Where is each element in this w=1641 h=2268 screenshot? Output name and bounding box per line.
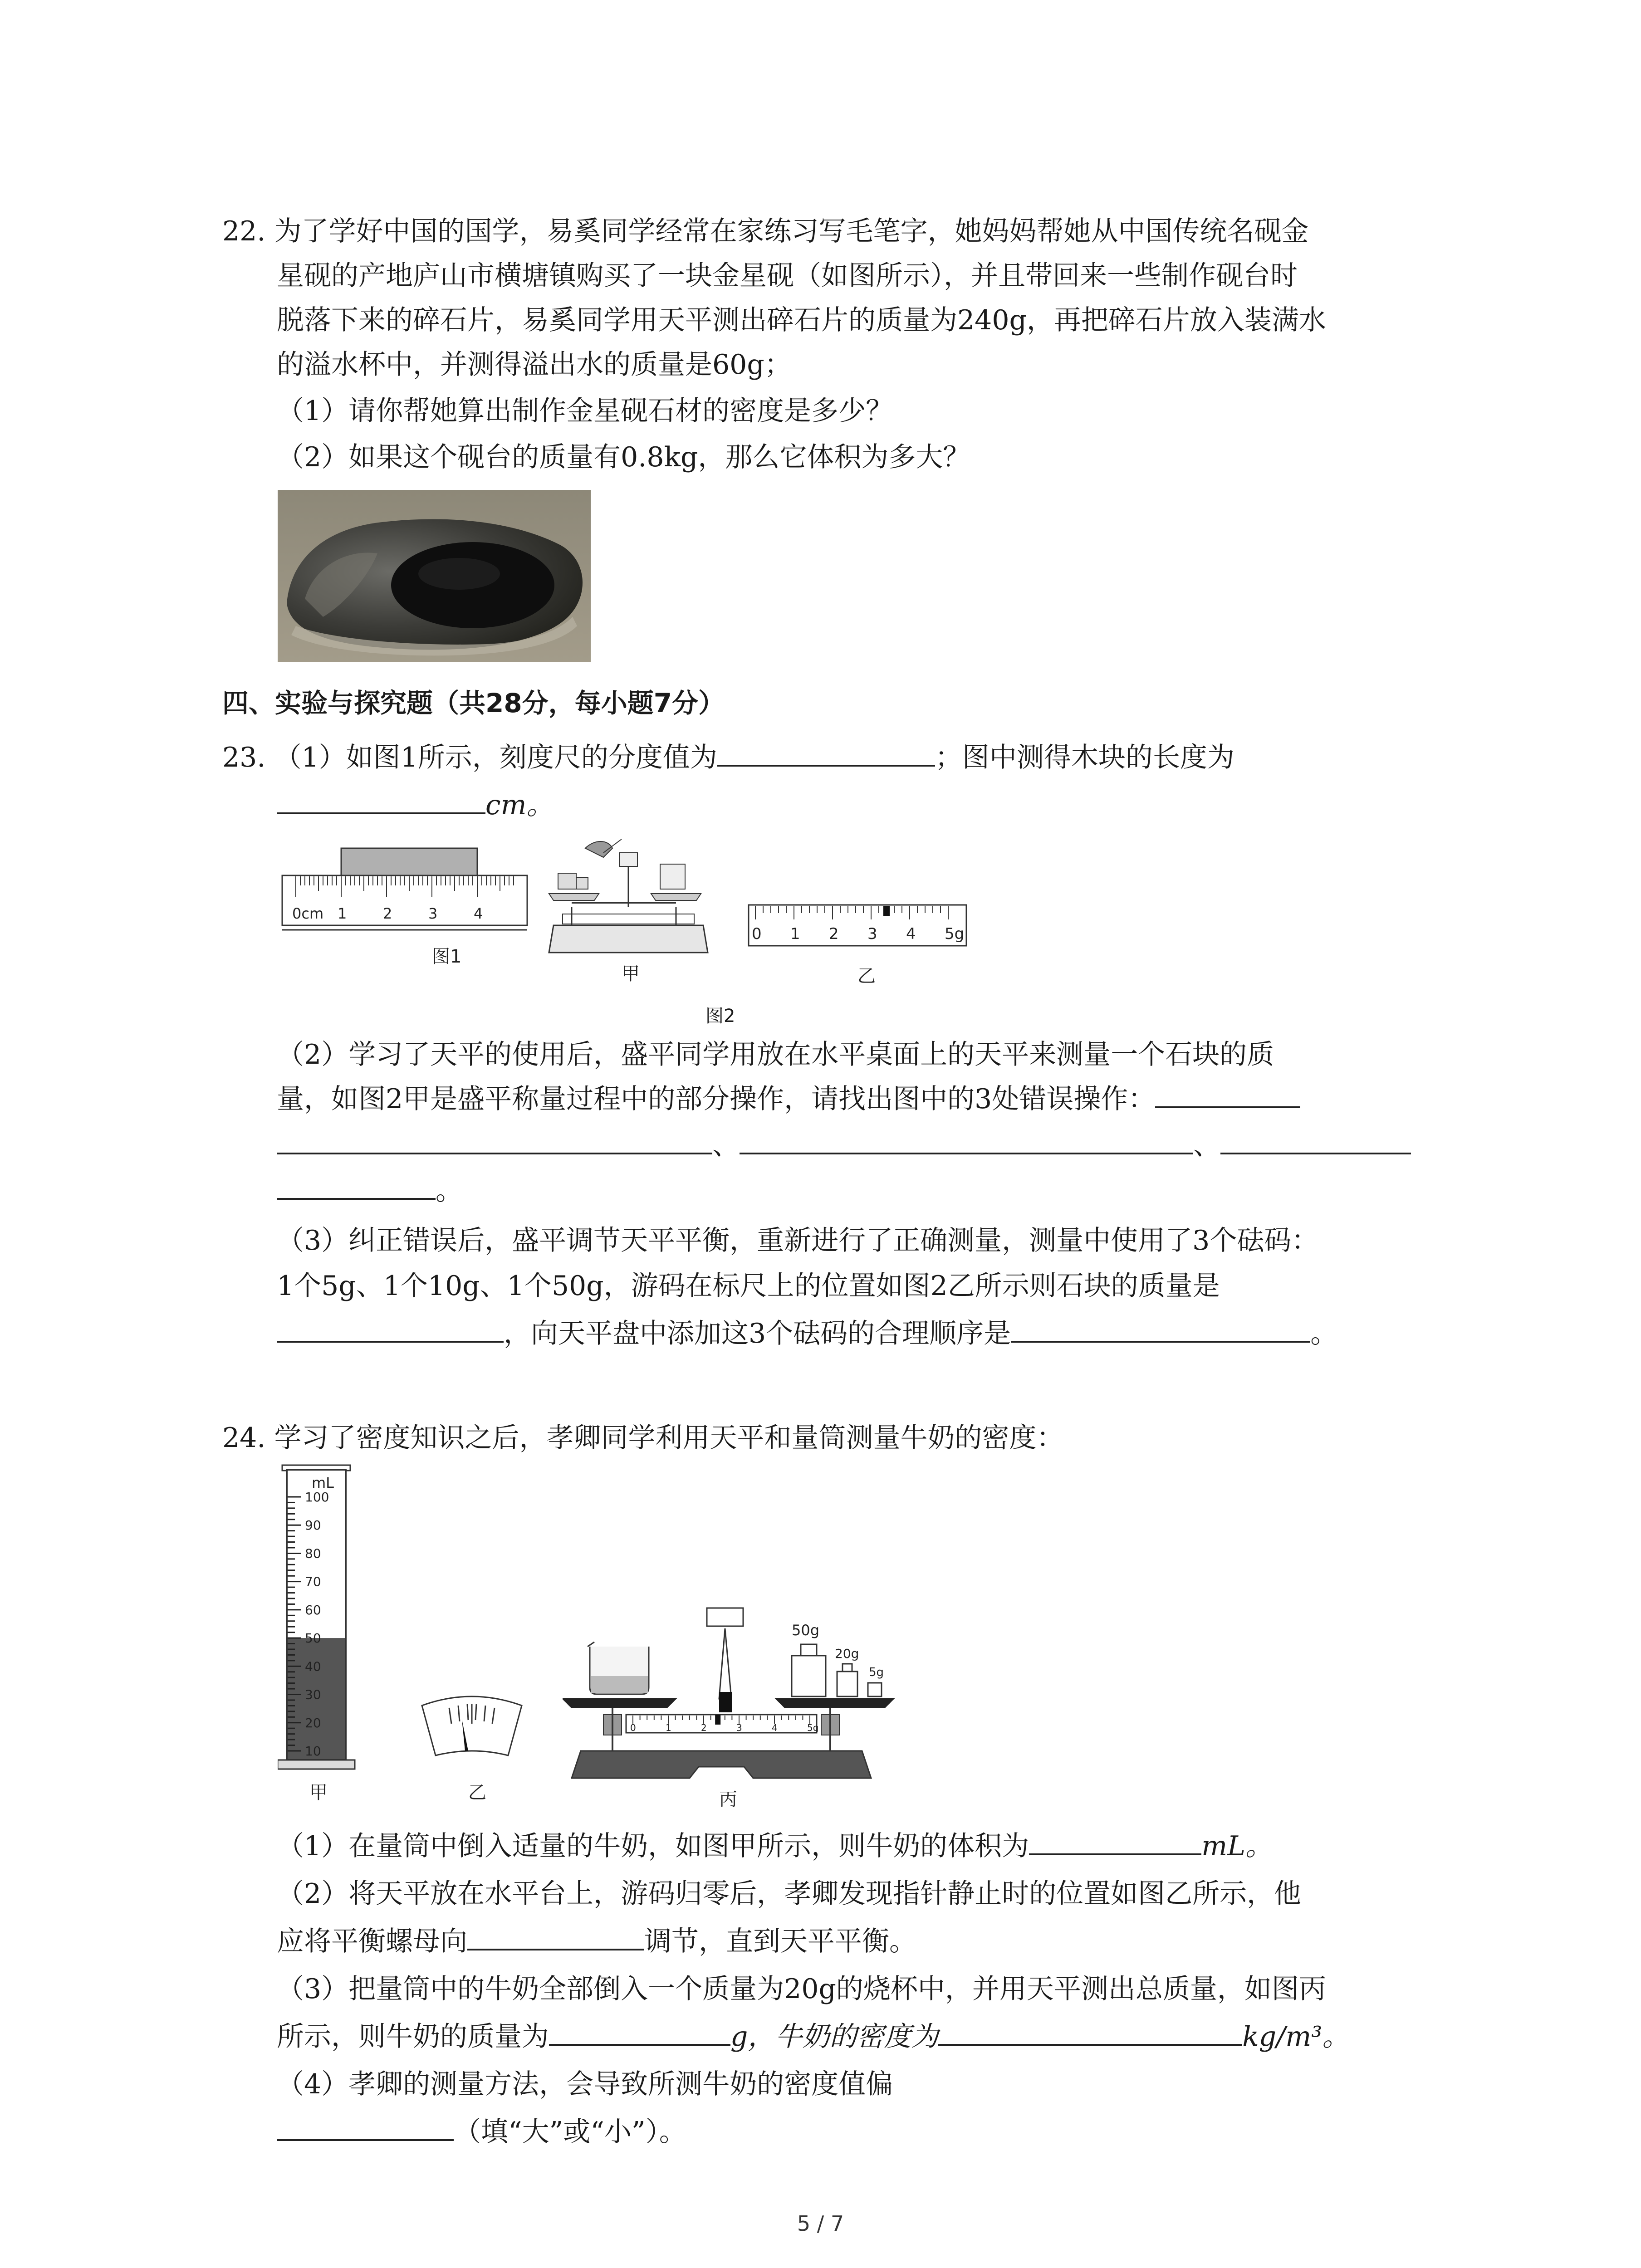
figure-2-yi-scale: [744, 900, 989, 1000]
q23-part2-line-1: （2）学习了天平的使用后，盛平同学用放在水平桌面上的天平来测量一个石块的质: [277, 1039, 1274, 1070]
answer-blank-error-3[interactable]: [1220, 1127, 1411, 1154]
figure-2-caption: 图2: [705, 1006, 735, 1026]
q24-part2-line-1: （2）将天平放在水平台上，游码归零后，孝卿发现指针静止时的位置如图乙所示，他: [277, 1878, 1302, 1910]
figure-2-yi-label: 乙: [857, 966, 876, 987]
cylinder-tick-label: 100: [305, 1490, 329, 1505]
scale-tick-label: 4: [906, 925, 916, 943]
section-4-heading: 四、实验与探究题（共28分，每小题7分）: [222, 688, 725, 719]
beam-tick-label: 4: [772, 1722, 778, 1733]
figure-1-ruler: [278, 844, 532, 966]
q23-line-2: cm。: [277, 787, 554, 823]
q24-part1: （1）在量筒中倒入适量的牛奶，如图甲所示，则牛奶的体积为 mL。: [277, 1828, 1273, 1864]
q24-part4-line-2: （填“大”或“小”）。: [277, 2114, 686, 2150]
q24-part2-line-2: 应将平衡螺母向 调节，直到天平平衡。: [277, 1923, 916, 1960]
answer-blank-bias[interactable]: [277, 2114, 454, 2141]
answer-blank-stone-mass[interactable]: [277, 1315, 504, 1343]
figure-bing-label: 丙: [719, 1789, 737, 1810]
answer-blank-milk-volume[interactable]: [1029, 1828, 1201, 1855]
answer-blank-error-2[interactable]: [740, 1127, 1193, 1154]
scale-tick-label: 0: [752, 925, 762, 943]
figure-1-caption: 图1: [432, 946, 462, 966]
figure-yi-label: 乙: [468, 1782, 486, 1803]
svg-text:50g: 50g: [792, 1622, 820, 1639]
cylinder-unit: mL: [312, 1474, 334, 1491]
beam-rider: [715, 1715, 720, 1725]
cylinder-tick-label: 30: [305, 1687, 321, 1702]
q23-part2-line-2: 量，如图2甲是盛平称量过程中的部分操作，请找出图中的3处错误操作：: [277, 1081, 1300, 1117]
weight-50g: [792, 1656, 826, 1696]
q23-part3-line-3: ，向天平盘中添加这3个砝码的合理顺序是 。: [277, 1315, 1337, 1352]
q24-part3-line-2: 所示，则牛奶的质量为 g，牛奶的密度为 kg/m³。: [277, 2019, 1349, 2055]
ruler-tick-label: 0cm: [292, 905, 324, 922]
q24-line-1: 24. 学习了密度知识之后，孝卿同学利用天平和量筒测量牛奶的密度：: [222, 1422, 1064, 1454]
figure-jia-label: 甲: [309, 1782, 328, 1803]
ruler-tick-label: 4: [474, 905, 483, 922]
weight-20g: [837, 1672, 857, 1696]
answer-blank-weight-order[interactable]: [1011, 1315, 1310, 1343]
beam-tick-label: 2: [701, 1722, 707, 1733]
scale-tick-label: 5g: [945, 925, 965, 943]
weights: [792, 1622, 884, 1696]
ruler-tick-label: 1: [338, 905, 347, 922]
q23-part2-line-4: 。: [277, 1173, 463, 1209]
beam-tick-label: 5g: [807, 1722, 819, 1733]
q23-part2-line-3: 、 、: [277, 1127, 1411, 1163]
cylinder-tick-label: 50: [305, 1631, 321, 1646]
answer-blank-division-value[interactable]: [717, 739, 935, 767]
figure-jia-graduated-cylinder: [278, 1461, 387, 1805]
q23-part3-line-1: （3）纠正错误后，盛平调节天平平衡，重新进行了正确测量，测量中使用了3个砝码：: [277, 1225, 1319, 1256]
rider: [883, 906, 890, 916]
figure-yi-pointer-dial: [417, 1687, 535, 1805]
weight-5g: [868, 1683, 882, 1696]
answer-blank-block-length[interactable]: [277, 787, 485, 814]
beam-tick-label: 1: [666, 1722, 671, 1733]
answer-blank-error-1[interactable]: [277, 1127, 712, 1154]
q22-line-4: 的溢水杯中，并测得溢出水的质量是60g；: [277, 349, 792, 381]
figure-2-jia-balance: [544, 835, 735, 984]
scale-tick-label: 2: [829, 925, 839, 943]
cylinder-tick-label: 90: [305, 1518, 321, 1533]
q23-line-1: 23. （1）如图1所示，刻度尺的分度值为 ；图中测得木块的长度为: [222, 739, 1234, 776]
cylinder-tick-label: 10: [305, 1744, 321, 1759]
beam-tick-label: 0: [630, 1722, 636, 1733]
q22-line-2: 星砚的产地庐山市横塘镇购买了一块金星砚（如图所示），并且带回来一些制作砚台时: [277, 260, 1298, 292]
beam-tick-label: 3: [736, 1722, 742, 1733]
ruler-tick-label: 2: [383, 905, 392, 922]
answer-blank-nut-direction[interactable]: [467, 1923, 644, 1950]
cylinder-tick-label: 80: [305, 1546, 321, 1561]
svg-text:5g: 5g: [869, 1666, 884, 1679]
answer-blank-error-1-start[interactable]: [1155, 1081, 1300, 1108]
cylinder-tick-label: 20: [305, 1715, 321, 1730]
q24-part3-line-1: （3）把量筒中的牛奶全部倒入一个质量为20g的烧杯中，并用天平测出总质量，如图丙: [277, 1973, 1326, 2005]
q23-part3-line-2: 1个5g、1个10g、1个50g，游码在标尺上的位置如图2乙所示则石块的质量是: [277, 1270, 1220, 1302]
figure-2-jia-label: 甲: [622, 963, 640, 984]
answer-blank-milk-density[interactable]: [938, 2019, 1242, 2046]
inkstone-photo: [278, 490, 591, 662]
page-number: 5 / 7: [797, 2211, 844, 2236]
q22-line-1: 22. 为了学好中国的国学，易奚同学经常在家练习写毛笔字，她妈妈帮她从中国传统名砚金: [222, 215, 1309, 247]
cylinder-tick-label: 60: [305, 1602, 321, 1618]
q22-sub-2: （2）如果这个砚台的质量有0.8kg，那么它体积为多大？: [277, 441, 970, 473]
q22-sub-1: （1）请你帮她算出制作金星砚石材的密度是多少？: [277, 395, 893, 427]
answer-blank-milk-mass[interactable]: [549, 2019, 730, 2046]
stone-cube: [660, 864, 685, 889]
ruler-tick-label: 3: [428, 905, 438, 922]
wooden-block: [341, 848, 477, 875]
svg-text:20g: 20g: [835, 1646, 859, 1661]
figure-bing-balance: [563, 1588, 916, 1810]
q24-part4-line-1: （4）孝卿的测量方法，会导致所测牛奶的密度值偏: [277, 2068, 893, 2100]
q22-line-3: 脱落下来的碎石片，易奚同学用天平测出碎石片的质量为240g，再把碎石片放入装满水: [277, 304, 1326, 336]
cylinder-tick-label: 70: [305, 1574, 321, 1589]
cylinder-tick-label: 40: [305, 1659, 321, 1674]
scale-tick-label: 3: [867, 925, 877, 943]
answer-blank-error-3-end[interactable]: [277, 1173, 436, 1200]
scale-tick-label: 1: [790, 925, 800, 943]
